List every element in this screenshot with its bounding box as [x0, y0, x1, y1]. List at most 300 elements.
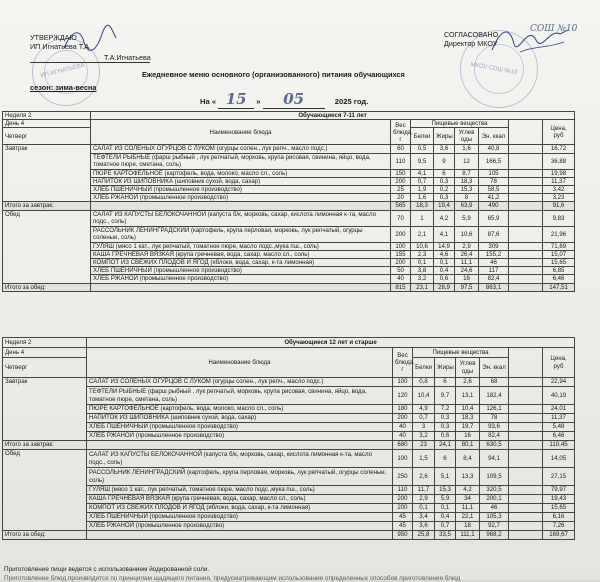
dish-name: САЛАТ ИЗ СОЛЕНЫХ ОГУРЦОВ С ЛУКОМ (огурцы солен., лук репч., масло подс.) — [87, 378, 393, 387]
total-cell: 97,5 — [455, 283, 479, 291]
col-carb-header: Углев оды — [455, 128, 479, 145]
blank-cell — [509, 504, 543, 513]
menu-table-12-plus — [2, 337, 575, 540]
dish-price: 3,23 — [543, 194, 575, 202]
dish-price: 22,94 — [543, 378, 575, 387]
date-prefix: На « — [200, 97, 217, 106]
dish-weight: 155 — [391, 250, 411, 258]
weekday-cell: Четверг — [3, 128, 91, 145]
dish-protein: 2,9 — [413, 495, 435, 504]
blank-cell — [509, 522, 543, 531]
dish-price: 6,85 — [543, 267, 575, 275]
dish-protein: 2,6 — [413, 468, 435, 486]
dish-weight: 250 — [393, 468, 413, 486]
blank-cell — [509, 145, 543, 153]
dish-weight: 70 — [391, 210, 411, 226]
dish-name: ГУЛЯШ (мясо 1 кат., лук репчатый, томатное пюре, масло подс.,мука пш., соль) — [87, 486, 393, 495]
dish-name: ХЛЕБ ПШЕНИЧНЫЙ (промышленное производство) — [87, 513, 393, 522]
dish-energy: 94,1 — [480, 450, 509, 468]
dish-price: 6,16 — [543, 513, 575, 522]
dish-energy: 126,1 — [480, 405, 509, 414]
date-month: 05 — [263, 90, 325, 109]
dish-protein: 1,5 — [413, 450, 435, 468]
lunch-rows — [3, 450, 575, 531]
dish-row — [3, 522, 575, 531]
total-cell: 19,4 — [434, 202, 455, 210]
dish-fat: 6 — [434, 169, 455, 177]
dish-price: 15,65 — [543, 259, 575, 267]
dish-fat: 15,3 — [435, 486, 456, 495]
dish-row — [3, 432, 575, 441]
dish-price: 16,72 — [543, 145, 575, 153]
col-name-header: Наименование блюда — [91, 120, 391, 145]
season-label: сезон: зима-весна — [30, 83, 97, 92]
total-cell: 63,9 — [455, 202, 479, 210]
dish-row — [3, 378, 575, 387]
blank-cell — [509, 250, 543, 258]
dish-price: 9,83 — [543, 210, 575, 226]
dish-fat: 9 — [434, 153, 455, 169]
blank-cell — [509, 242, 543, 250]
dish-energy: 78 — [480, 414, 509, 423]
total-cell: 28,9 — [434, 283, 455, 291]
dish-energy: 200,1 — [480, 495, 509, 504]
blank-cell — [509, 378, 543, 387]
total-cell: 110,45 — [543, 441, 575, 450]
blank-cell — [509, 194, 543, 202]
dish-weight: 40 — [393, 432, 413, 441]
dish-weight: 200 — [391, 226, 411, 242]
dish-protein: 3,6 — [413, 522, 435, 531]
dish-energy: 87,6 — [479, 226, 509, 242]
lunch-total-row — [3, 283, 575, 291]
day-cell: День 4 — [3, 348, 87, 358]
dish-name: КОМПОТ ИЗ СВЕЖИХ ПЛОДОВ И ЯГОД (яблоки, вода, сахар, к-та лимонная) — [87, 504, 393, 513]
dish-carbs: 1,6 — [455, 145, 479, 153]
dish-name: САЛАТ ИЗ КАПУСТЫ БЕЛОКОЧАННОЙ (капуста б/к, морковь, сахар, кислота лимонная к-та, масло подс., соль) — [87, 450, 393, 468]
dish-price: 40,19 — [543, 387, 575, 405]
dish-weight: 180 — [393, 405, 413, 414]
total-cell: 565 — [391, 202, 411, 210]
dish-fat: 0,3 — [434, 194, 455, 202]
dish-weight: 200 — [393, 495, 413, 504]
total-cell: 169,67 — [543, 531, 575, 540]
approve-label: УТВЕРЖДАЮ — [30, 33, 77, 42]
dish-price: 14,05 — [543, 450, 575, 468]
dish-row — [3, 414, 575, 423]
total-cell: 680 — [393, 441, 413, 450]
dish-fat: 3,6 — [434, 145, 455, 153]
dish-energy: 92,7 — [480, 522, 509, 531]
blank-cell — [509, 450, 543, 468]
blank-cell — [509, 169, 543, 177]
total-cell: 91,6 — [543, 202, 575, 210]
dish-weight: 40 — [391, 275, 411, 283]
dish-fat: 0,6 — [435, 432, 456, 441]
dish-carbs: 16 — [456, 432, 480, 441]
dish-name: ТЕФТЕЛИ РЫБНЫЕ (фарш рыбный , лук репчатый, морковь, крупа рисовая, свинина, яйцо, вода, томатное пюре, сметана, соль) — [87, 387, 393, 405]
dish-fat: 7,2 — [435, 405, 456, 414]
dish-protein: 0,5 — [411, 145, 434, 153]
dish-carbs: 34 — [456, 495, 480, 504]
dish-carbs: 2,6 — [456, 378, 480, 387]
dish-price: 5,48 — [543, 423, 575, 432]
date-year: 2025 год. — [334, 97, 369, 106]
dish-price: 24,01 — [543, 405, 575, 414]
dish-protein: 0,7 — [411, 177, 434, 185]
total-cell: 968,2 — [480, 531, 509, 540]
dish-price: 15,07 — [543, 250, 575, 258]
dish-weight: 200 — [393, 414, 413, 423]
dish-protein: 1 — [411, 210, 434, 226]
dish-weight: 110 — [393, 486, 413, 495]
dish-energy: 117 — [479, 267, 509, 275]
dish-carbs: 12 — [455, 153, 479, 169]
total-cell: 23,1 — [411, 283, 434, 291]
dish-carbs: 18,3 — [456, 414, 480, 423]
col-energy-header: Эн. ккал — [479, 128, 509, 145]
dish-energy: 41,2 — [479, 194, 509, 202]
dish-carbs: 11,1 — [456, 504, 480, 513]
dish-price: 7,26 — [543, 522, 575, 531]
blank-cell — [509, 495, 543, 504]
menu-table-7-11 — [2, 111, 575, 292]
dish-carbs: 16 — [455, 275, 479, 283]
dish-price: 11,37 — [543, 177, 575, 185]
dish-weight: 200 — [391, 259, 411, 267]
dish-carbs: 18,3 — [455, 177, 479, 185]
dish-protein: 1,6 — [411, 194, 434, 202]
breakfast-rows — [3, 145, 575, 202]
dish-carbs: 13,1 — [456, 387, 480, 405]
dish-name: КОМПОТ ИЗ СВЕЖИХ ПЛОДОВ И ЯГОД (яблоки, вода, сахар, к-та лимонная) — [91, 259, 391, 267]
dish-fat: 6 — [435, 378, 456, 387]
breakfast-rows — [3, 378, 575, 441]
breakfast-total-row — [3, 202, 575, 210]
total-cell: 80,1 — [456, 441, 480, 450]
dish-price: 71,69 — [543, 242, 575, 250]
date-line — [200, 90, 368, 109]
total-cell: 490 — [479, 202, 509, 210]
col-weight-header: Вес блюда, г — [393, 348, 413, 378]
blank-cell — [509, 387, 543, 405]
dish-fat: 0,6 — [434, 275, 455, 283]
dish-name: ХЛЕБ ПШЕНИЧНЫЙ (промышленное производство) — [91, 267, 391, 275]
dish-name: ХЛЕБ ПШЕНИЧНЫЙ (промышленное производство) — [87, 423, 393, 432]
dish-weight: 110 — [391, 153, 411, 169]
dish-price: 19,98 — [543, 169, 575, 177]
agree-label: СОГЛАСОВАНО — [444, 30, 499, 39]
dish-carbs: 8,7 — [455, 169, 479, 177]
blank-cell — [509, 423, 543, 432]
document-title: Ежедневное меню основного (организованного) питания обучающихся — [142, 70, 405, 79]
dish-price: 11,37 — [543, 414, 575, 423]
col-energy-header: Эн. ккал — [480, 358, 509, 378]
dish-price: 36,88 — [543, 153, 575, 169]
dish-protein: 4,1 — [411, 169, 434, 177]
dish-name: ХЛЕБ РЖАНОЙ (промышленное производство) — [91, 194, 391, 202]
dish-protein: 4,9 — [413, 405, 435, 414]
dish-carbs: 8 — [455, 194, 479, 202]
dish-fat: 5,9 — [435, 495, 456, 504]
age-caption: Обучающиеся 12 лет и старше — [87, 338, 575, 348]
dish-protein: 1,9 — [411, 186, 434, 194]
dish-row — [3, 504, 575, 513]
agree-position: Директор МКОУ — [444, 39, 498, 48]
left-stamp-text: ИП ИГНАТЬЕВА — [39, 62, 86, 80]
dish-name: НАПИТОК ИЗ ШИПОВНИКА (шиповник сухой, вода, сахар) — [87, 414, 393, 423]
dish-carbs: 18 — [456, 522, 480, 531]
dish-row — [3, 486, 575, 495]
col-name-header: Наименование блюда — [87, 348, 393, 378]
meal-label: Обед — [3, 450, 87, 531]
dish-price: 21,96 — [543, 226, 575, 242]
dish-weight: 20 — [391, 194, 411, 202]
dish-weight: 40 — [393, 423, 413, 432]
dish-energy: 105 — [479, 169, 509, 177]
dish-carbs: 2,9 — [455, 242, 479, 250]
meal-label: Завтрак — [3, 145, 91, 202]
dish-carbs: 5,9 — [455, 210, 479, 226]
col-fat-header: Жиры — [434, 128, 455, 145]
dish-energy: 46 — [479, 259, 509, 267]
col-price-header: Цена, руб — [543, 120, 575, 145]
total-label: Итого за завтрак: — [3, 441, 87, 450]
total-label: Итого за обед: — [3, 283, 91, 291]
col-carb-header: Углев оды — [456, 358, 480, 378]
dish-fat: 0,4 — [435, 513, 456, 522]
blank-cell — [509, 267, 543, 275]
dish-row — [3, 450, 575, 468]
right-stamp-text: МКОУ СОШ №10 — [469, 61, 518, 77]
dish-energy: 82,4 — [480, 432, 509, 441]
dish-energy: 82,4 — [479, 275, 509, 283]
dish-carbs: 26,4 — [455, 250, 479, 258]
date-mid: » — [256, 97, 261, 106]
dish-name: ТЕФТЕЛИ РЫБНЫЕ (фарш рыбный , лук репчатый, морковь, крупа рисовая, свинина, яйцо, вода, томатное пюре, сметана, соль) — [91, 153, 391, 169]
total-cell: 863,1 — [479, 283, 509, 291]
weekday-cell: Четверг — [3, 358, 87, 378]
total-cell: 23 — [413, 441, 435, 450]
dish-row — [3, 145, 575, 153]
dish-carbs: 10,6 — [455, 226, 479, 242]
dish-price: 27,15 — [543, 468, 575, 486]
dish-energy: 93,6 — [480, 423, 509, 432]
age-caption: Обучающиеся 7-11 лет — [91, 112, 575, 120]
dish-energy: 46 — [480, 504, 509, 513]
approver-sign-name: Т.А.Игнатьева — [104, 53, 151, 62]
blank-cell — [509, 259, 543, 267]
dish-carbs: 19,7 — [456, 423, 480, 432]
dish-name: РАССОЛЬНИК ЛЕНИНГРАДСКИЙ (картофель, крупа перловая, морковь, лук репчатый, огурцы соленые, соль) — [91, 226, 391, 242]
total-cell: 630,5 — [480, 441, 509, 450]
dish-carbs: 8,4 — [456, 450, 480, 468]
day-cell: День 4 — [3, 120, 91, 128]
agree-sign: СОШ №10 — [530, 24, 578, 34]
blank-cell — [509, 153, 543, 169]
dish-fat: 0,3 — [435, 423, 456, 432]
dish-weight: 25 — [391, 186, 411, 194]
dish-protein: 3,8 — [411, 267, 434, 275]
dish-carbs: 10,4 — [456, 405, 480, 414]
dish-carbs: 24,6 — [455, 267, 479, 275]
blank-cell — [509, 513, 543, 522]
dish-row — [3, 405, 575, 414]
dish-price: 79,97 — [543, 486, 575, 495]
dish-protein: 9,5 — [411, 153, 434, 169]
dish-fat: 5,1 — [435, 468, 456, 486]
dish-name: ХЛЕБ РЖАНОЙ (промышленное производство) — [87, 522, 393, 531]
dish-price: 19,43 — [543, 495, 575, 504]
dish-name: ХЛЕБ ПШЕНИЧНЫЙ (промышленное производство) — [91, 186, 391, 194]
total-cell: 33,5 — [435, 531, 456, 540]
dish-row — [3, 387, 575, 405]
blank-cell — [509, 405, 543, 414]
dish-fat: 0,4 — [434, 267, 455, 275]
dish-price: 15,65 — [543, 504, 575, 513]
meal-label: Обед — [3, 210, 91, 283]
dish-name: САЛАТ ИЗ СОЛЕНЫХ ОГУРЦОВ С ЛУКОМ (огурцы солен., лук репч., масло подс.) — [91, 145, 391, 153]
total-cell: 111,1 — [456, 531, 480, 540]
dish-energy: 182,4 — [480, 387, 509, 405]
meal-label: Завтрак — [3, 378, 87, 441]
dish-fat: 4,6 — [434, 250, 455, 258]
dish-weight: 45 — [393, 522, 413, 531]
dish-weight: 45 — [393, 513, 413, 522]
footer-note-2: Приготовление блюд производится по принципам щадящего питания, предусматривающим использование определенных способов приготовления блюд — [4, 575, 461, 582]
dish-protein: 11,7 — [413, 486, 435, 495]
dish-protein: 0,7 — [413, 414, 435, 423]
blank-cell — [509, 177, 543, 185]
dish-protein: 2,1 — [411, 226, 434, 242]
dish-energy: 320,5 — [480, 486, 509, 495]
dish-carbs: 22,1 — [456, 513, 480, 522]
dish-price: 6,46 — [543, 275, 575, 283]
dish-weight: 100 — [393, 450, 413, 468]
dish-protein: 0,1 — [411, 259, 434, 267]
dish-weight: 50 — [391, 267, 411, 275]
dish-name: ПЮРЕ КАРТОФЕЛЬНОЕ (картофель, вода, молоко, масло сл., соль) — [87, 405, 393, 414]
dish-energy: 309 — [479, 242, 509, 250]
dish-price: 6,46 — [543, 432, 575, 441]
dish-weight: 100 — [393, 378, 413, 387]
dish-name: ХЛЕБ РЖАНОЙ (промышленное производство) — [91, 275, 391, 283]
blank-cell — [509, 275, 543, 283]
total-cell: 815 — [391, 283, 411, 291]
week-cell: Неделя 2 — [3, 338, 87, 348]
dish-energy: 68 — [480, 378, 509, 387]
dish-fat: 0,3 — [435, 414, 456, 423]
dish-energy: 105,3 — [480, 513, 509, 522]
dish-name: КАША ГРЕЧНЕВАЯ ВЯЗКАЯ (крупа гречневая, вода, сахар, масло сл., соль) — [91, 250, 391, 258]
week-cell: Неделя 2 — [3, 112, 91, 120]
dish-row — [3, 423, 575, 432]
dish-carbs: 11,1 — [455, 259, 479, 267]
dish-protein: 3,2 — [413, 432, 435, 441]
dish-name: НАПИТОК ИЗ ШИПОВНИКА (шиповник сухой, вода, сахар) — [91, 177, 391, 185]
col-protein-header: Белки — [413, 358, 435, 378]
col-fat-header: Жиры — [435, 358, 456, 378]
dish-name: ХЛЕБ РЖАНОЙ (промышленное производство) — [87, 432, 393, 441]
approver-name: ИП Игнатьева Т.А — [30, 42, 90, 51]
dish-protein: 0,1 — [413, 504, 435, 513]
col-nutrients-header: Пищевые вещества — [411, 120, 509, 128]
dish-fat: 0,3 — [434, 177, 455, 185]
footer-note-1: Приготовление пищи ведется с использованием йодированной соли. — [4, 566, 210, 573]
col-protein-header: Белки — [411, 128, 434, 145]
blank-cell — [509, 468, 543, 486]
dish-protein: 3,2 — [411, 275, 434, 283]
dish-weight: 200 — [393, 504, 413, 513]
dish-weight: 200 — [391, 177, 411, 185]
total-label: Итого за завтрак: — [3, 202, 91, 210]
dish-energy: 155,2 — [479, 250, 509, 258]
dish-name: РАССОЛЬНИК ЛЕНИНГРАДСКИЙ (картофель, крупа перловая, морковь, лук репчатый, огурцы соленые, соль) — [87, 468, 393, 486]
dish-carbs: 13,3 — [456, 468, 480, 486]
dish-fat: 14,9 — [434, 242, 455, 250]
dish-fat: 4,2 — [434, 210, 455, 226]
dish-name: ПЮРЕ КАРТОФЕЛЬНОЕ (картофель, вода, молоко, масло сл., соль) — [91, 169, 391, 177]
total-cell: 18,3 — [411, 202, 434, 210]
dish-row — [3, 468, 575, 486]
dish-energy: 78 — [479, 177, 509, 185]
total-cell: 147,51 — [543, 283, 575, 291]
dish-row — [3, 495, 575, 504]
breakfast-total-row — [3, 441, 575, 450]
dish-fat: 4,1 — [434, 226, 455, 242]
dish-fat: 9,7 — [435, 387, 456, 405]
dish-energy: 58,5 — [479, 186, 509, 194]
dish-name: САЛАТ ИЗ КАПУСТЫ БЕЛОКОЧАННОЙ (капуста б/к, морковь, сахар, кислота лимонная к-та, масло подс., соль) — [91, 210, 391, 226]
dish-fat: 0,1 — [435, 504, 456, 513]
blank-cell — [509, 486, 543, 495]
dish-protein: 3,4 — [413, 513, 435, 522]
dish-fat: 0,1 — [434, 259, 455, 267]
dish-protein: 2,3 — [411, 250, 434, 258]
total-cell: 25,8 — [413, 531, 435, 540]
dish-energy: 166,5 — [479, 153, 509, 169]
lunch-rows — [3, 210, 575, 283]
dish-energy: 40,8 — [479, 145, 509, 153]
approver-line — [30, 62, 150, 63]
dish-row — [3, 210, 575, 226]
lunch-total-row — [3, 531, 575, 540]
col-price-header: Цена, руб — [543, 348, 575, 378]
col-weight-header: Вес блюда, г — [391, 120, 411, 145]
dish-weight: 60 — [391, 145, 411, 153]
dish-name: КАША ГРЕЧНЕВАЯ ВЯЗКАЯ (крупа гречневая, вода, сахар, масло сл., соль) — [87, 495, 393, 504]
blank-cell — [509, 186, 543, 194]
col-nutrients-header: Пищевые вещества — [413, 348, 509, 358]
blank-cell — [509, 414, 543, 423]
dish-protein: 10,6 — [411, 242, 434, 250]
dish-fat: 6 — [435, 450, 456, 468]
blank-cell — [509, 226, 543, 242]
dish-carbs: 4,2 — [456, 486, 480, 495]
date-day: 15 — [218, 90, 254, 109]
dish-name: ГУЛЯШ (мясо 1 кат., лук репчатый, томатное пюре, масло подс.,мука пш., соль) — [91, 242, 391, 250]
dish-row — [3, 513, 575, 522]
dish-fat: 0,7 — [435, 522, 456, 531]
total-cell: 24,1 — [435, 441, 456, 450]
dish-weight: 100 — [391, 242, 411, 250]
total-label: Итого за обед: — [3, 531, 87, 540]
dish-weight: 150 — [391, 169, 411, 177]
dish-energy: 65,9 — [479, 210, 509, 226]
dish-weight: 120 — [393, 387, 413, 405]
dish-protein: 0,8 — [413, 378, 435, 387]
dish-fat: 0,2 — [434, 186, 455, 194]
